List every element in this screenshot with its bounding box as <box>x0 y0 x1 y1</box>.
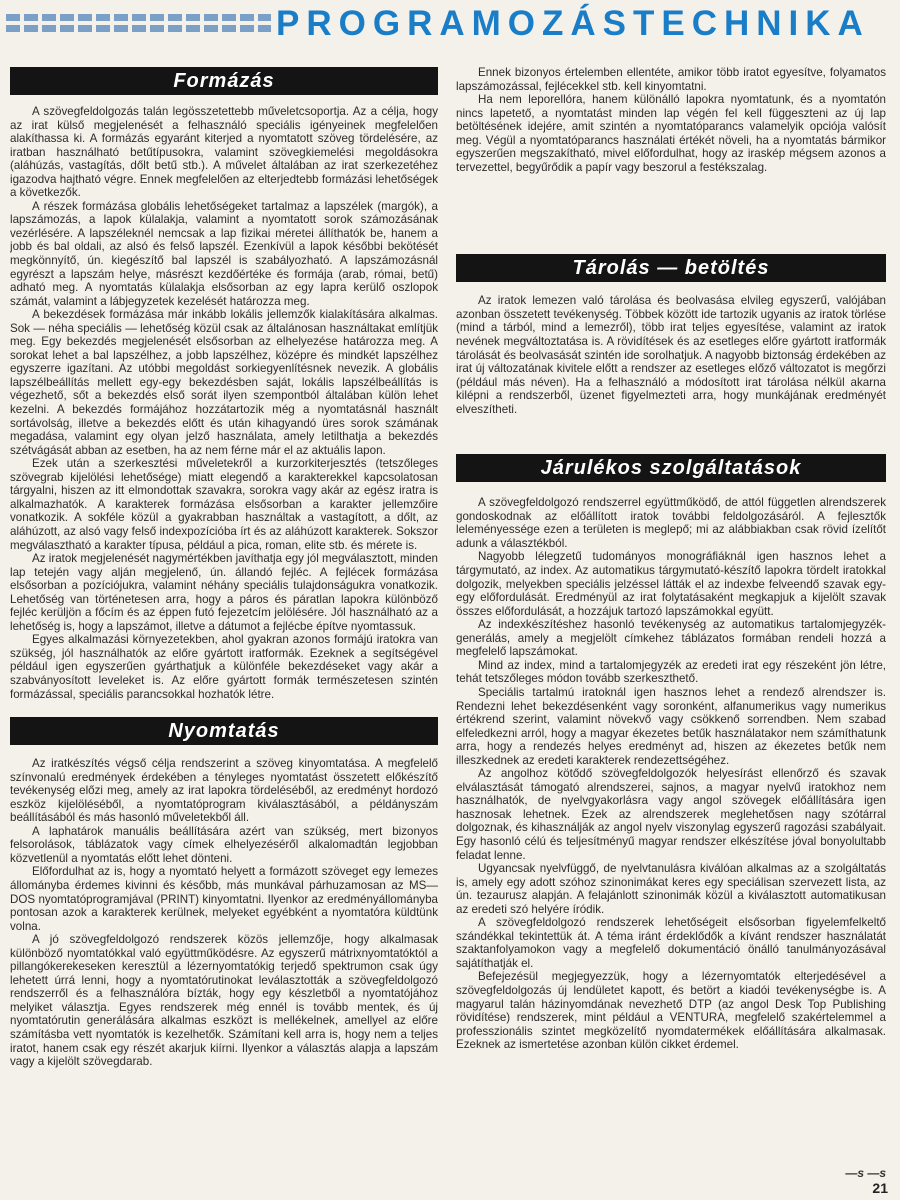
paragraph: Az iratkészítés végső célja rendszerint a szöveg kinyomtatása. A megfelelő színvonalú eredmények érdekében a tényleges nyomtatást összetett előkészítő tevékenység előzi meg, amely az irat lapokra tördeléséből, az eredményt hordozó eszköz kijelöléséből, a nyomtatóprogram kiválasztásából, a példányszám beállításából és más hasonló műveletekből áll. <box>10 757 438 825</box>
paragraph: A részek formázása globális lehetőségeket tartalmaz a lapszélek (margók), a lapszámozás, a lapok külalakja, valamint a nyomtatott sorok számozásának vezérlésére. A lapszéleknél nemcsak a lap fizikai méretei állíthatók be, hanem a jobb és bal oldali, az alsó és felső lapszél. Ezenkívül a lapok későbbi bekötését megkönnyítő, ún. kiegészítő bal lapszél is szabályozható. A lapszámozásnál egyrészt a lapszám helye, másrészt kezdőértéke és formája (arab, római, betű) adható meg. A nyomtatás külalakja elsősorban az egy lapra kerülő oszlopok számát, valamint a lábjegyzetek kezelését határozza meg. <box>10 199 438 308</box>
section-heading-jarulekos: Járulékos szolgáltatások <box>456 454 886 482</box>
section-heading-formazas: Formázás <box>10 67 438 95</box>
paragraph: A szövegfeldolgozás talán legösszetettebb műveletcsoportja. Az a célja, hogy az irat külső megjelenését a felhasználó speciális igényeinek megfelelően alakíthassa ki. A formázás egyaránt kiterjed a nyomtatott szöveg tördelésére, az iratban használható betűtípusokra, valamint szövegkiemelési megoldásokra (aláhúzás, vastagítás, dőlt betű stb.). A művelet általában az irat szerkezetéhez igazodva hajtható végre. Ennek megfelelően az elterjedtebb formázási lehetőségek a következők. <box>10 105 438 200</box>
paragraph: Ennek bizonyos értelemben ellentéte, amikor több iratot egyesítve, folyamatos lapszámozással, fejlécekkel stb. kell kinyomtatni. <box>456 66 886 93</box>
right-column <box>456 66 886 1170</box>
paragraph: Mind az index, mind a tartalomjegyzék az eredeti irat egy részeként jön létre, tehát tetszőleges módon tovább szerkeszthető. <box>456 658 886 686</box>
paragraph: Ezek után a szerkesztési műveletekről a kurzorkiterjesztés (tetszőleges szövegrab kijelölési lehetősége) miatt elegendő a karakterekkel kapcsolatosan tárgyalni, hiszen az itt elmondottak szavakra, sorokra vagy akár az egész iratra is alkalmazhatók. A karakterek formázása elsősorban a karakter jellemzőire vonatkozik. A sokféle közül a gyakrabban használtak a vastagított, a dőlt, az aláhúzott, az alsó vagy felső indexpozícióba írt és az aláhúzott karakterek. Sokszor megválasztható a karakter típusa, például a pica, roman, elite stb. és mérete is. <box>10 457 438 552</box>
paragraph: Ugyancsak nyelvfüggő, de nyelvtanulásra kiválóan alkalmas az a szolgáltatás is, amely egy adott szóhoz szinonimákat keres egy speciálisan szervezett lista, az ún. tezaurusz alapján. A felajánlott szinonimák közül a kiválasztott automatikusan az eredeti szó helyére íródik. <box>456 862 886 916</box>
paragraph: Az iratok megjelenését nagymértékben javíthatja egy jól megválasztott, minden lap tetején vagy alján megjelenő, ún. állandó fejléc. A fejlécek formázása elsősorban a pozíciójukra, valamint néhány speciális tulajdonságukra vonatkozik. Lehetőség van történetesen arra, hogy a páros és páratlan lapokra különböző fejléc kerüljön a főcím és az éppen futó fejezetcím jelölésére. Jól használható az a lehetőség is, hogy a lapszámot, illetve a dátumot a fejlécbe építve nyomtassuk. <box>10 552 438 633</box>
page-number: 21 <box>872 1180 888 1196</box>
paragraph: A jó szövegfeldolgozó rendszerek közös jellemzője, hogy alkalmasak különböző nyomtatókkal való együttműködésre. Az egyszerű mátrixnyomtatóktól a pillangókerekeseken keresztül a lézernyomtatókig terjedő spektrumon csak úgy lehetett úrrá lenni, hogy a nyomtatórutinokat leválasztották a szövegfeldolgozó rendszerről és a felhasználóra bízták, hogy egy készletből a nyomtatójához melyiket választja. Egyes rendszerek még ennél is tovább mentek, és új nyomtatórutin generálására alkalmas eszközt is mellékelnek, amellyel az előre számításba vett nyomtatók is kezelhetők. Számítani kell arra is, hogy nem a teljes iratot, hanem csak egy részét akarjuk kiírni. Ilyenkor a választás alapja a lapszám vagy a kijelölt szövegdarab. <box>10 933 438 1069</box>
section-heading-tarolas: Tárolás — betöltés <box>456 254 886 282</box>
paragraph: A bekezdések formázása már inkább lokális jellemzők kialakítására alkalmas. Sok — néha speciális — lehetőség közül csak az általánosan használtakat említjük meg. Egy bekezdés megjelenését elsősorban az elhelyezése határozza meg. A sorokat lehet a bal lapszélhez, a jobb lapszélhez, középre és mindkét lapszélhez egyszerre igazítani. Az utóbbi megoldást sorkiegyenlítésnek nevezik. A globális lapszélbeállítás mellett egy-egy bekezdésben saját, lokális lapszélbeállítás is végezhető, sőt a bekezdés első sorát ilyen szempontból általában külön lehet kezelni. A bekezdés formájához hozzátartozik még a nyomtatásnál használt sortávolság, illetve a bekezdés előtt és után kihagyandó üres sorok számának megadása, valamint egy olyan jelző használata, amely letilthatja a bekezdés szétvágását abban az esetben, ha az nem férne már el az aktuális lapon. <box>10 308 438 457</box>
paragraph: Az angolhoz kötődő szövegfeldolgozók helyesírást ellenőrző és szavak elválasztását támogató alrendszerei, sajnos, a magyar nyelvű iratokhoz nem használhatók, de nyelvgyakorlásra vagy angol szövegek előállítására igen hasznosak lehetnek. Ezek az alrendszerek meglehetősen nagy szótárral dolgoznak, és kihasználják az angol nyelv viszonylag egyszerű ragozási szabályait. Egy hasonló célú és teljesítményű magyar rendszer elkészítése jóval bonyolultabb feladat lenne. <box>456 767 886 862</box>
left-column <box>10 67 438 1165</box>
paragraph: Speciális tartalmú iratoknál igen hasznos lehet a rendező alrendszer is. Rendezni lehet bekezdésenként vagy soronként, alfanumerikus vagy numerikus értékrend szerint, valamint növekvő vagy csökkenő sorrendben. Nem szabad elfeledkezni arról, hogy a magyar ékezetes betűk használatakor nem számíthatunk arra, hogy a rendezés helyes eredményt ad, hiszen az ékezetes betűk nem illeszkednek az eredeti karakterek rendezettségéhez. <box>456 685 886 767</box>
paragraph: A szövegfeldolgozó rendszerrel együttműködő, de attól független alrendszerek gondoskodnak az előállított iratok további feldolgozásáról. A fejlesztők leleményessége ezen a területen is meglepő; mi az alábbiakban csak rövid ízelítőt adunk a választékból. <box>456 496 886 550</box>
paragraph: Nagyobb lélegzetű tudományos monográfiáknál igen hasznos lehet a tárgymutató, az index. Az automatikus tárgymutató-készítő lapokra tördelt iratokkal dolgozik, melyekben speciális jelzéssel látták el az indexbe felveendő szavak egy-egy előfordulását. Eredményül az irat folytatásaként megkapjuk a kijelölt szavak összes előfordulását, a hozzájuk tartozó lapszámokkal együtt. <box>456 550 886 618</box>
section-heading-nyomtatas: Nyomtatás <box>10 717 438 745</box>
paragraph: Ha nem leporellóra, hanem különálló lapokra nyomtatunk, és a nyomtatón nincs lapetető, a nyomtatást minden lap végén fel kell függeszteni az új lap betöltésének idejére, amit szintén a nyomtatóparancs valamelyik opciója valósít meg. Végül a nyomtatóparancs használati értékét növeli, ha a nyomtatás bármikor egyszerűen megszakítható, mivel előfordulhat, hogy az iraskép mégsem azonos a tervezettel, begyűrődik a papír vagy beszorul a festékszalag. <box>456 93 886 174</box>
page-header <box>0 0 900 48</box>
decorative-stripe <box>6 14 271 32</box>
paragraph: Előfordulhat az is, hogy a nyomtató helyett a formázott szöveget egy lemezes állományba érdemes kivinni és később, más munkával párhuzamosan az MS—DOS nyomtatóprogramjával (PRINT) kinyomtatni. Ilyenkor az eredményállományba pontosan azok a karakterek kerülnek, melyeket egyébként a nyomtatóra küldtünk volna. <box>10 865 438 933</box>
paragraph: A laphatárok manuális beállítására azért van szükség, mert bizonyos felsorolások, táblázatok vagy címek elhelyezéséről alkalomadtán legjobban közvetlenül a nyomtatás előtt lehet dönteni. <box>10 824 438 865</box>
paragraph: Befejezésül megjegyezzük, hogy a lézernyomtatók elterjedésével a szövegfeldolgozás új lendületet kapott, és betört a kiadói tevékenységbe is. A magyarul talán házinyomdának nevezhető DTP (az angol Desk Top Publishing rövidítése) rendszerek, mint például a VENTURA, megfelelő szakértelemmel a professzionális szintet megközelítő nyomdatermékek előállítására alkalmasak. Ezeknek az ismertetése azonban külön cikket érdemel. <box>456 970 886 1052</box>
paragraph: Az iratok lemezen való tárolása és beolvasása elvileg egyszerű, valójában azonban összetett tevékenység. Többek között ide tartozik ugyanis az iratok törlése (mind a tárból, mind a lemezről), több irat teljes egyesítése, valamint az iratok nevének megváltoztatása is. A rövidítések és az esetleges előre gyártott iratformák tárolását és beolvasását szintén ide sorolhatjuk. A nagyobb biztonság érdekében az irat új változatának kivitele előtt a rendszer az esetleges előző változatot is megőrzi (például más néven). Ha a felhasználó a módosított irat tárolása nélkül akarna kilépni a rendszerből, üzenet figyelmezteti arra, hogy munkájának eredményét elveszítheti. <box>456 294 886 416</box>
author-signature: —s —s <box>845 1166 886 1180</box>
page-title: PROGRAMOZÁSTECHNIKA <box>276 4 870 43</box>
paragraph: Az indexkészítéshez hasonló tevékenység az automatikus tartalomjegyzék-generálás, amely a megjelölt címkehez táblázatos formában rendeli hozzá a megfelelő lapszámokat. <box>456 618 886 659</box>
paragraph: A szövegfeldolgozó rendszerek lehetőségeit elsősorban figyelemfelkeltő szándékkal tekintettük át. A téma iránt érdeklődők a kívánt rendszer használatát szaktanfolyamokon vagy a megfelelő dokumentáció önálló tanulmányozásával sajátíthatják el. <box>456 916 886 970</box>
paragraph: Egyes alkalmazási környezetekben, ahol gyakran azonos formájú iratokra van szükség, jól használhatók az előre gyártott iratformák. Ezeknek a segítségével például igen egyszerűen gyárthatjuk a különféle bekezdéseket vagy akár a szabványosított leveleket is. Az előre gyártott formák természetesen szintén formázással, speciális parancsokkal hozhatók létre. <box>10 633 438 701</box>
